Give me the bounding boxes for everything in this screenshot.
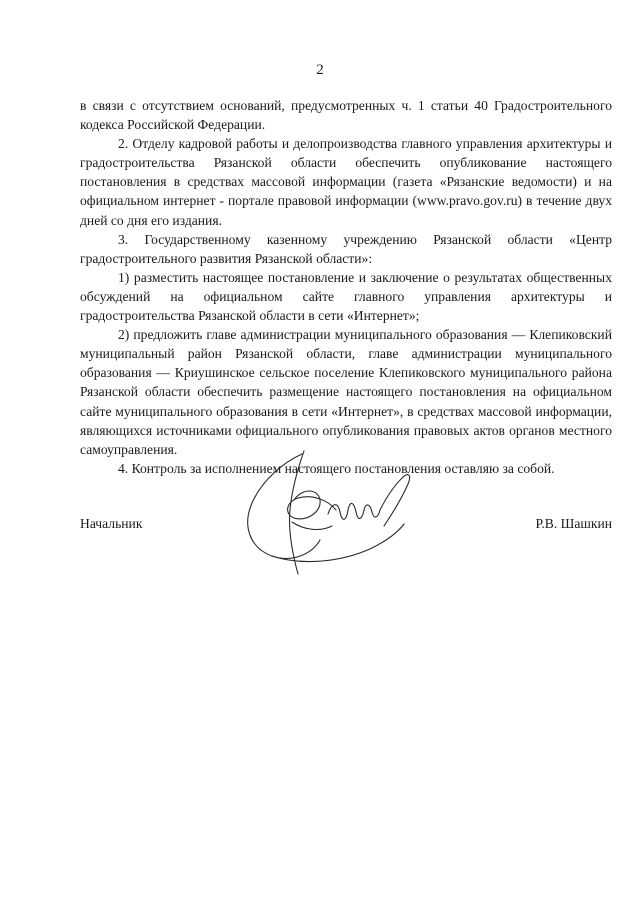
signer-position: Начальник [80,516,143,531]
paragraph-continuation: в связи с отсутствием оснований, предусмотренных ч. 1 статьи 40 Градостроительного кодекса Российской Федерации. [80,98,612,133]
paragraph-subitem-1: 1) разместить настоящее постановление и заключение о результатах общественных обсуждений на официальном сайте главного управления архитектуры и градостроительства Рязанской области в сети «Интернет»; [80,269,612,324]
page-number: 2 [316,62,324,78]
paragraph-subitem-2: 2) предложить главе администрации муниципального образования — Клепиковский муниципальный район Рязанской области, главе администрации муниципального образования — Криушинское сельское поселение Клепиковского муниципального района Рязанской области обеспечить размещение настоящего постановления на официальном сайте муниципального образования в сети «Интернет», в средствах массовой информации, являющихся источниками официального опубликования правовых актов органов местного самоуправления. [80,327,612,457]
paragraph-item-2: 2. Отделу кадровой работы и делопроизводства главного управления архитектуры и градостроительства Рязанской области обеспечить опубликование настоящего постановления в средствах массовой информации (газета «Рязанские ведомости) и на официальном интернет - портале правовой информации (www.pravo.gov.ru) в течение двух дней со дня его издания. [80,136,612,228]
paragraph-item-4: 4. Контроль за исполнением настоящего постановления оставляю за собой. [118,460,555,476]
signer-name: Р.В. Шашкин [535,516,612,531]
paragraph-item-3: 3. Государственному казенному учреждению Рязанской области «Центр градостроительного развития Рязанской области»: [80,231,612,266]
document-body [80,96,612,478]
handwritten-signature [232,448,422,580]
